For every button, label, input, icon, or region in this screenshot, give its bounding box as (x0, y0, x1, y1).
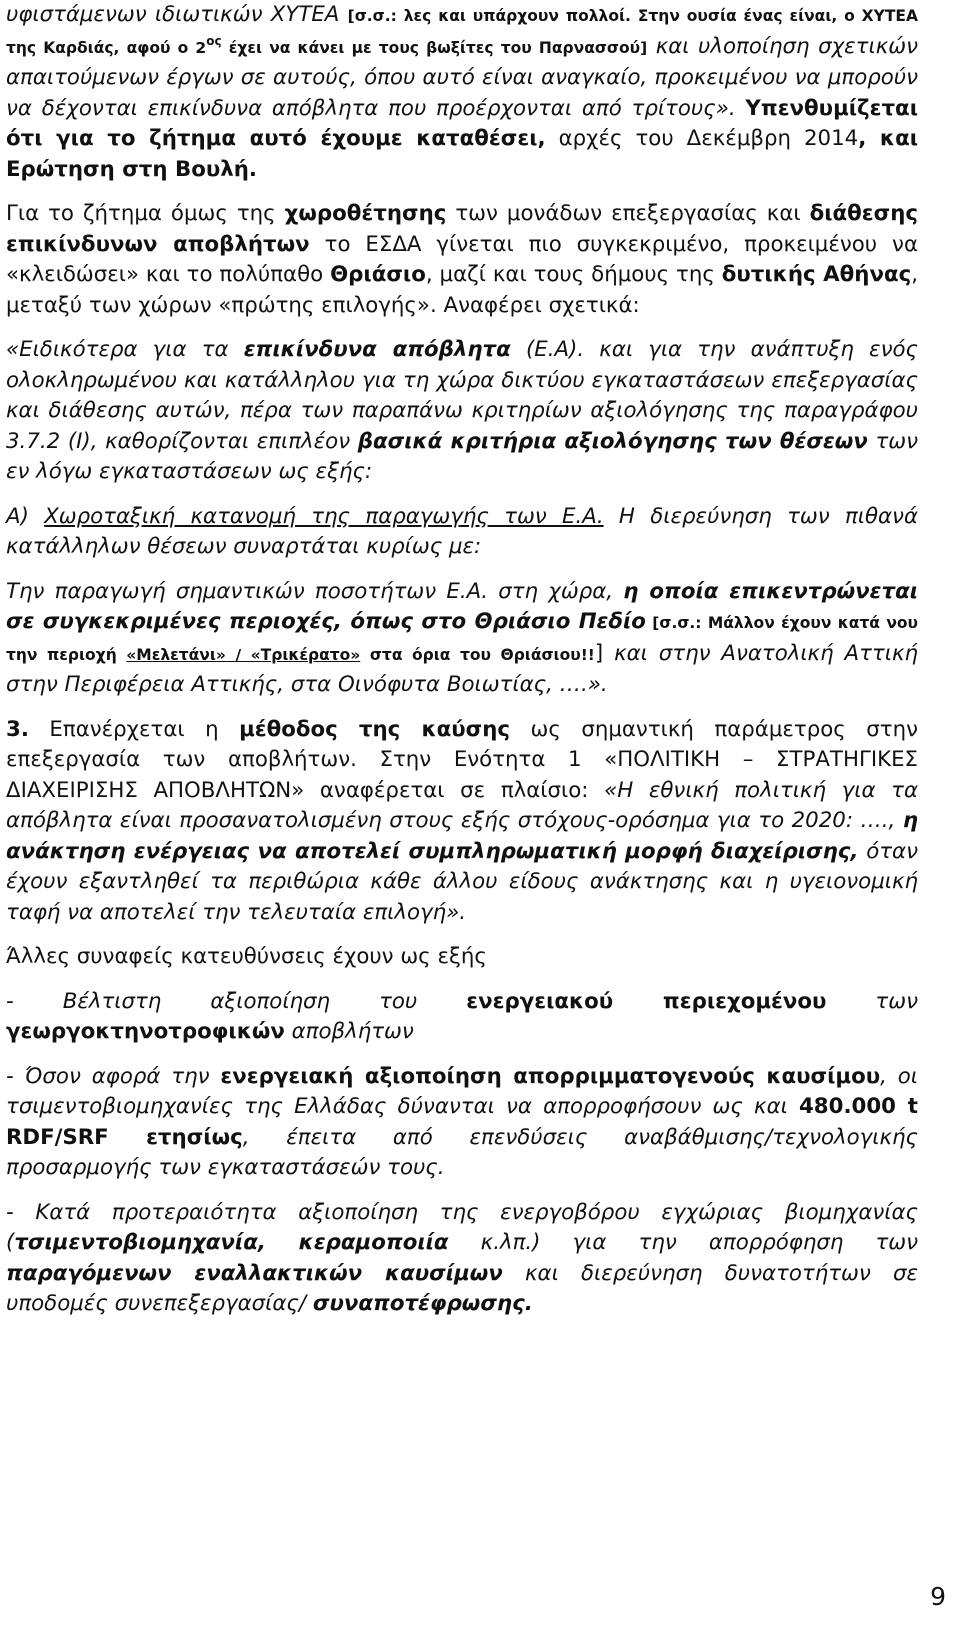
text-run: - Όσον αφορά την (6, 1063, 221, 1089)
paragraph-other-guidelines (6, 942, 918, 973)
text-run: [σ.σ.: Μάλλον έχουν κατά νου την περιοχή (6, 614, 918, 664)
text-run: όταν έχουν εξαντληθεί τα περιθώρια κάθε άλλου είδους ανάκτησης και η υγειονομική ταφή να αποτελεί την τελευταία επιλογή». (6, 838, 918, 925)
text-run: Επανέρχεται η (28, 716, 240, 742)
text-run: Υπενθυμίζεται ότι για το ζήτημα αυτό έχουμε καταθέσει, (6, 95, 918, 151)
text-run: Για το ζήτημα όμως της (6, 201, 285, 226)
text-run: γεωργοκτηνοτροφικών (6, 1019, 285, 1044)
paragraph-production-areas (6, 577, 918, 701)
text-run: αρχές του Δεκέμβρη 2014 (545, 126, 859, 151)
text-run: «Η εθνική πολιτική για τα απόβλητα είναι προσανατολισμένη στους εξής στόχους-ορόσημα για το 2020: …., (6, 777, 918, 833)
text-run: «Μελετάνι» / «Τρικέρατο» (126, 645, 361, 664)
text-run: «Ειδικότερα για τα (6, 337, 244, 362)
text-run: ενεργειακή αξιοποίηση απορριμματογενούς καυσίμου (220, 1063, 881, 1089)
text-run: ] (594, 640, 604, 666)
text-run: η οποία επικεντρώνεται σε συγκεκριμένες περιοχές, όπως στο Θριάσιο Πεδίο (6, 578, 919, 634)
text-run: - Βέλτιστη αξιοποίηση του (6, 988, 467, 1014)
paragraph-xytea-continuation (6, 0, 918, 185)
text-run: (Ε.Α). και για την ανάπτυξη ενός ολοκληρωμένου και κατάλληλου για τη χώρα δικτύου εγκαταστάσεων επεξεργασίας και διάθεσης αυτών, πέρα των παραπάνω κριτηρίων αξιολόγησης της παραγράφου 3.7.2 (Ι), καθορίζονται επιπλέον (6, 337, 918, 454)
text-run: Την παραγωγή σημαντικών ποσοτήτων Ε.Α. στη χώρα, (6, 578, 624, 604)
page-number: 9 (930, 1582, 946, 1611)
text-run: έχει να κάνει με τους βωξίτες του Παρνασσού] (221, 38, 648, 57)
text-run: κ.λπ.) για την απορρόφηση των (448, 1230, 918, 1255)
text-run: χωροθέτησης (284, 201, 447, 226)
text-run: δυτικής Αθήνας (721, 262, 912, 287)
paragraph-bullet-industry-priority (6, 1198, 918, 1320)
paragraph-incineration (6, 715, 918, 929)
text-run: , μεταξύ των χώρων «πρώτης επιλογής». Αναφέρει σχετικά: (6, 262, 918, 318)
text-run: ενεργειακού περιεχομένου (466, 988, 827, 1014)
text-run: μέθοδος της καύσης (239, 716, 510, 742)
text-run: Θριάσιο (330, 262, 426, 287)
text-run: ος (206, 33, 222, 48)
text-run: η ανάκτηση ενέργειας να αποτελεί συμπληρωματική μορφή διαχείρισης, (6, 808, 918, 864)
text-run: διάθεσης επικίνδυνων αποβλήτων (6, 201, 918, 257)
paragraph-criteria-quote (6, 335, 918, 488)
text-run: και διερεύνηση δυνατοτήτων σε υποδομές συνεπεξεργασίας/ (6, 1260, 919, 1316)
text-run: και στην Ανατολική Αττική στην Περιφέρεια Αττικής, στα Οινόφυτα Βοιωτίας, ….». (6, 640, 918, 697)
text-run: , μαζί και τους δήμους της (425, 262, 722, 287)
document-page (6, 0, 918, 1320)
text-run: βασικά κριτήρια αξιολόγησης των θέσεων (357, 428, 868, 454)
text-run: των εν λόγω εγκαταστάσεων ως εξής: (6, 428, 918, 484)
text-run: Άλλες συναφείς κατευθύνσεις έχουν ως εξής (6, 944, 487, 969)
text-run: [σ.σ.: λες και υπάρχουν πολλοί. Στην ουσία ένας είναι, ο ΧΥΤΕΑ της Καρδιάς, αφού ο 2 (6, 7, 918, 57)
text-run: , έπειτα από επενδύσεις αναβάθμισης/τεχνολογικής προσαρμογής των εγκαταστάσεών τους. (6, 1124, 919, 1180)
text-run: υφιστάμενων ιδιωτικών ΧΥΤΕΑ (6, 2, 348, 27)
text-run: των (826, 988, 918, 1014)
paragraph-bullet-cement-rdf (6, 1062, 918, 1184)
text-run: παραγόμενων εναλλακτικών καυσίμων (6, 1260, 503, 1286)
text-run: - Κατά προτεραιότητα αξιοποίηση της ενεργοβόρου εγχώριας βιομηχανίας ( (6, 1199, 918, 1255)
paragraph-siting (6, 199, 918, 321)
paragraph-bullet-agri-waste (6, 987, 918, 1048)
text-run: 3. (6, 716, 29, 742)
text-run: Α) (6, 503, 45, 529)
text-run: αποβλήτων (284, 1019, 414, 1044)
text-run: τσιμεντοβιομηχανία, κεραμοποιία (14, 1230, 449, 1255)
text-run: των μονάδων επεξεργασίας και (446, 201, 810, 226)
text-run: στα όρια του Θριάσιου!! (360, 645, 595, 664)
text-run: και υλοποίηση σχετικών απαιτούμενων έργων σε αυτούς, όπου αυτό είναι αναγκαίο, προκειμένου να μπορούν να δέχονται επικίνδυνα απόβλητα που προέρχονται από τρίτους». (6, 33, 918, 121)
text-run: , και Ερώτηση στη Βουλή. (6, 126, 918, 182)
paragraph-spatial-distribution (6, 502, 918, 563)
text-run: συναποτέφρωσης. (312, 1291, 533, 1316)
text-run: , οι τσιμεντοβιομηχανίες της Ελλάδας δύνανται να απορροφήσουν ως και (6, 1063, 918, 1119)
text-run: Η διερεύνηση των πιθανά κατάλληλων θέσεων συναρτάται κυρίως με: (6, 503, 918, 559)
text-run: Χωροταξική κατανομή της παραγωγής των Ε.Α. (44, 503, 604, 529)
text-run: ως σημαντική παράμετρος στην επεξεργασία των αποβλήτων. Στην Ενότητα 1 «ΠΟΛΙΤΙΚΗ – ΣΤΡΑΤΗΓΙΚΕΣ ΔΙΑΧΕΙΡΙΣΗΣ ΑΠΟΒΛΗΤΩΝ» αναφέρεται σε πλαίσιο: (6, 716, 918, 803)
text-run: επικίνδυνα απόβλητα (243, 337, 511, 362)
text-run: 480.000 t RDF/SRF ετησίως (6, 1094, 918, 1150)
text-run: το ΕΣΔΑ γίνεται πιο συγκεκριμένο, προκειμένου να «κλειδώσει» και το πολύπαθο (6, 231, 918, 287)
